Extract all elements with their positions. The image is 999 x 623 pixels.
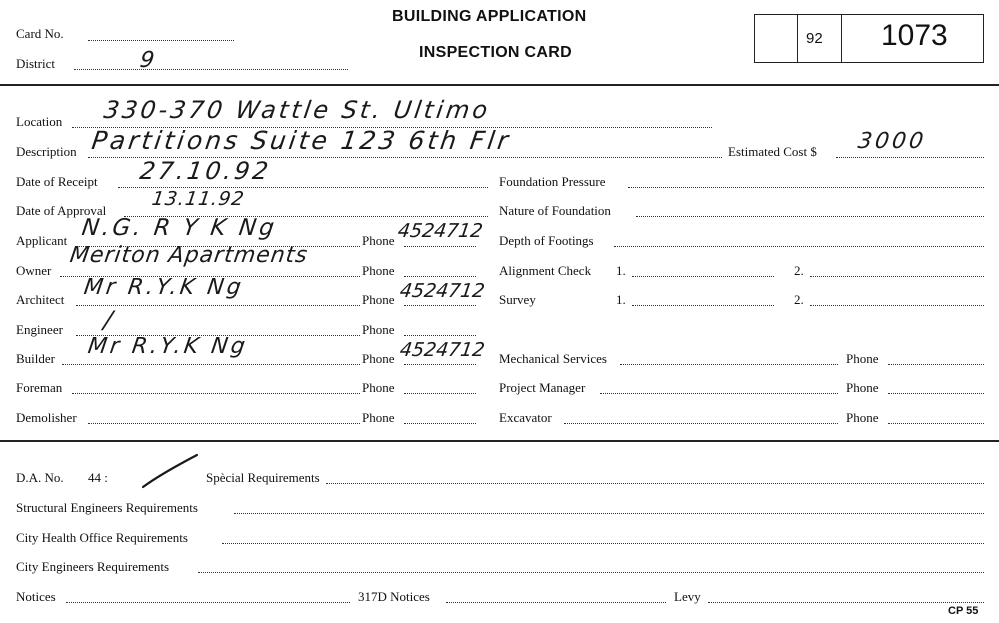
district-value: 9	[138, 48, 159, 73]
architect-value: Mr R.Y.K Ng	[82, 275, 246, 300]
foundation-pressure-label: Foundation Pressure	[499, 174, 606, 189]
survey-2-label: 2.	[794, 292, 804, 307]
foreman-label: Foreman	[16, 380, 63, 395]
card-no-label: Card No.	[16, 26, 64, 41]
levy-label: Levy	[674, 589, 701, 604]
city-engineers-label: City Engineers Requirements	[16, 559, 170, 574]
date-of-approval-value: 13.11.92	[150, 188, 247, 210]
architect-phone-label: Phone	[362, 292, 395, 307]
architect-phone-value: 4524712	[398, 280, 487, 302]
notices-line	[66, 602, 350, 603]
alignment-check-2-line	[810, 276, 984, 277]
survey-label: Survey	[499, 292, 536, 307]
title-line-2: INSPECTION CARD	[419, 44, 572, 61]
builder-value: Mr R.Y.K Ng	[86, 334, 250, 359]
special-requirements-label: Spècial Requirements	[206, 470, 320, 485]
project-manager-label: Project Manager	[499, 380, 586, 395]
estimated-cost-value: 3000	[856, 129, 928, 154]
notices-317d-line	[446, 602, 666, 603]
excavator-phone-line	[888, 423, 984, 424]
date-of-receipt-label: Date of Receipt	[16, 174, 98, 189]
demolisher-phone-line	[404, 423, 476, 424]
engineer-phone-label: Phone	[362, 322, 395, 337]
da-no-label: D.A. No.	[16, 470, 64, 485]
date-of-approval-label: Date of Approval	[16, 203, 107, 218]
location-label: Location	[16, 114, 63, 129]
district-label: District	[16, 56, 55, 71]
demolisher-phone-label: Phone	[362, 410, 395, 425]
district-line	[74, 69, 348, 70]
architect-phone-line	[404, 305, 476, 306]
survey-2-line	[810, 305, 984, 306]
title-line-1: BUILDING APPLICATION	[392, 8, 587, 25]
applicant-label: Applicant	[16, 233, 68, 248]
applicant-phone-label: Phone	[362, 233, 395, 248]
applicant-phone-value: 4524712	[396, 220, 485, 242]
survey-1-label: 1.	[616, 292, 626, 307]
builder-line	[62, 364, 360, 365]
foreman-line	[72, 393, 360, 394]
city-health-label: City Health Office Requirements	[16, 530, 188, 545]
da-check-mark	[140, 452, 200, 490]
nature-of-foundation-line	[636, 216, 984, 217]
special-requirements-line	[326, 483, 984, 484]
foundation-pressure-line	[628, 187, 984, 188]
architect-label: Architect	[16, 292, 65, 307]
builder-label: Builder	[16, 351, 55, 366]
alignment-check-1-label: 1.	[616, 263, 626, 278]
applicant-phone-line	[404, 246, 476, 247]
engineer-phone-line	[404, 335, 476, 336]
depth-of-footings-line	[614, 246, 984, 247]
notices-317d-label: 317D Notices	[358, 589, 430, 604]
estimated-cost-line	[836, 157, 984, 158]
excavator-line	[564, 423, 838, 424]
alignment-check-label: Alignment Check	[499, 263, 592, 278]
estimated-cost-label: Estimated Cost $	[728, 144, 817, 159]
engineer-label: Engineer	[16, 322, 63, 337]
demolisher-label: Demolisher	[16, 410, 77, 425]
city-health-line	[222, 543, 984, 544]
project-manager-phone-line	[888, 393, 984, 394]
foreman-phone-line	[404, 393, 476, 394]
foreman-phone-label: Phone	[362, 380, 395, 395]
card-no-line	[88, 40, 234, 41]
builder-phone-line	[404, 364, 476, 365]
owner-value: Meriton Apartments	[68, 243, 310, 268]
divider-top	[0, 84, 999, 86]
description-value: Partitions Suite 123 6th Flr	[89, 126, 513, 155]
owner-label: Owner	[16, 263, 52, 278]
project-manager-phone-label: Phone	[846, 380, 879, 395]
date-of-receipt-value: 27.10.92	[138, 157, 273, 185]
excavator-label: Excavator	[499, 410, 552, 425]
card-number: 1073	[881, 19, 948, 52]
form-code: CP 55	[948, 605, 979, 617]
structural-engineers-label: Structural Engineers Requirements	[16, 500, 198, 515]
levy-line	[708, 602, 984, 603]
da-no-value: 44 :	[88, 470, 108, 485]
structural-engineers-line	[234, 513, 984, 514]
excavator-phone-label: Phone	[846, 410, 879, 425]
description-label: Description	[16, 144, 77, 159]
nature-of-foundation-label: Nature of Foundation	[499, 203, 611, 218]
notices-label: Notices	[16, 589, 56, 604]
box-cell-blank	[755, 15, 798, 62]
demolisher-line	[88, 423, 360, 424]
applicant-value: N.G. R Y K Ng	[80, 215, 279, 241]
owner-phone-line	[404, 276, 476, 277]
divider-bottom	[0, 440, 999, 442]
project-manager-line	[600, 393, 838, 394]
builder-phone-label: Phone	[362, 351, 395, 366]
mechanical-phone-line	[888, 364, 984, 365]
depth-of-footings-label: Depth of Footings	[499, 233, 594, 248]
architect-line	[76, 305, 360, 306]
alignment-check-1-line	[632, 276, 774, 277]
builder-phone-value: 4524712	[398, 339, 487, 361]
location-value: 330-370 Wattle St. Ultimo	[102, 96, 493, 124]
alignment-check-2-label: 2.	[794, 263, 804, 278]
engineer-value: /	[102, 306, 118, 334]
mechanical-services-line	[620, 364, 838, 365]
box-cell-year	[797, 15, 842, 62]
city-engineers-line	[198, 572, 984, 573]
card-year: 92	[806, 30, 823, 47]
mechanical-phone-label: Phone	[846, 351, 879, 366]
card-number-box	[754, 14, 984, 63]
owner-phone-label: Phone	[362, 263, 395, 278]
mechanical-services-label: Mechanical Services	[499, 351, 607, 366]
survey-1-line	[632, 305, 774, 306]
